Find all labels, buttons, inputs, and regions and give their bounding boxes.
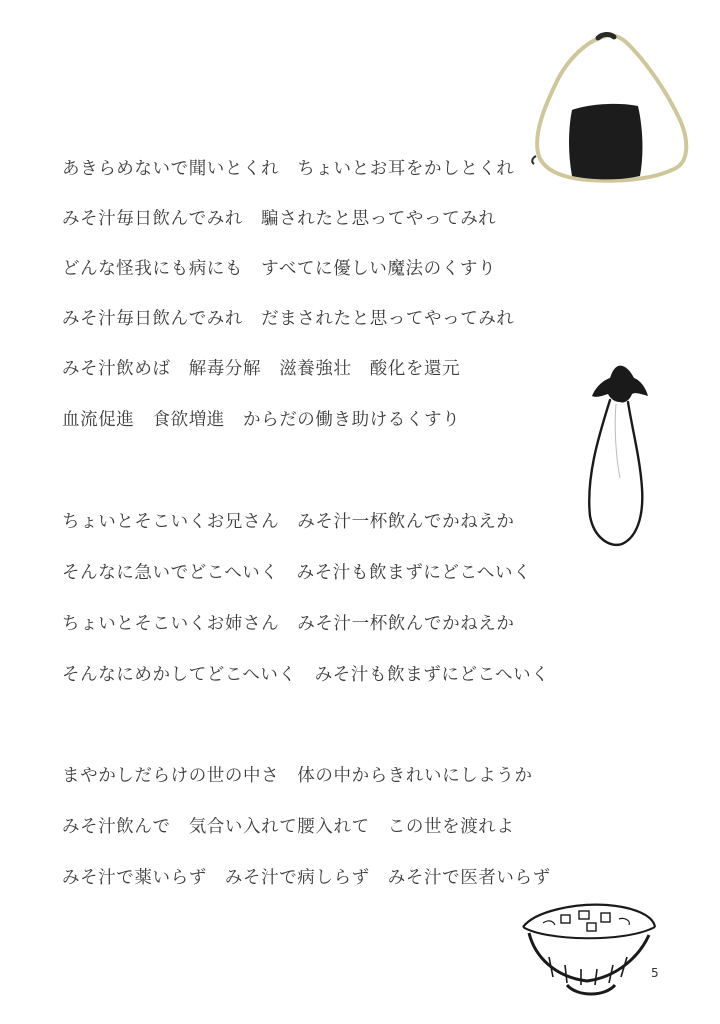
poem-line: そんなにめかしてどこへいく みそ汁も飲まずにどこへいく: [62, 665, 550, 685]
onigiri-icon: [528, 28, 698, 198]
poem-line: ちょいとそこいくお兄さん みそ汁一杯飲んでかねえか: [62, 512, 515, 532]
eggplant-icon: [580, 358, 658, 558]
page-number: 5: [651, 966, 659, 980]
poem-line: みそ汁飲めば 解毒分解 滋養強壮 酸化を還元: [62, 359, 461, 379]
poem-line: みそ汁毎日飲んでみれ 騙されたと思ってやってみれ: [62, 209, 497, 229]
poem-line: みそ汁毎日飲んでみれ だまされたと思ってやってみれ: [62, 309, 515, 329]
poem-line: まやかしだらけの世の中さ 体の中からきれいにしようか: [62, 766, 533, 786]
poem-line: あきらめないで聞いとくれ ちょいとお耳をかしとくれ: [62, 159, 515, 179]
poem-line: そんなに急いでどこへいく みそ汁も飲まずにどこへいく: [62, 563, 532, 583]
poem-line: みそ汁飲んで 気合い入れて腰入れて この世を渡れよ: [62, 817, 515, 837]
poem-line: ちょいとそこいくお姉さん みそ汁一杯飲んでかねえか: [62, 614, 515, 634]
poem-line: どんな怪我にも病にも すべてに優しい魔法のくすり: [62, 259, 497, 279]
poem-line: 血流促進 食欲増進 からだの働き助けるくすり: [62, 410, 461, 430]
poem-line: みそ汁で薬いらず みそ汁で病しらず みそ汁で医者いらず: [62, 868, 551, 888]
miso-soup-bowl-icon: [515, 893, 660, 1003]
